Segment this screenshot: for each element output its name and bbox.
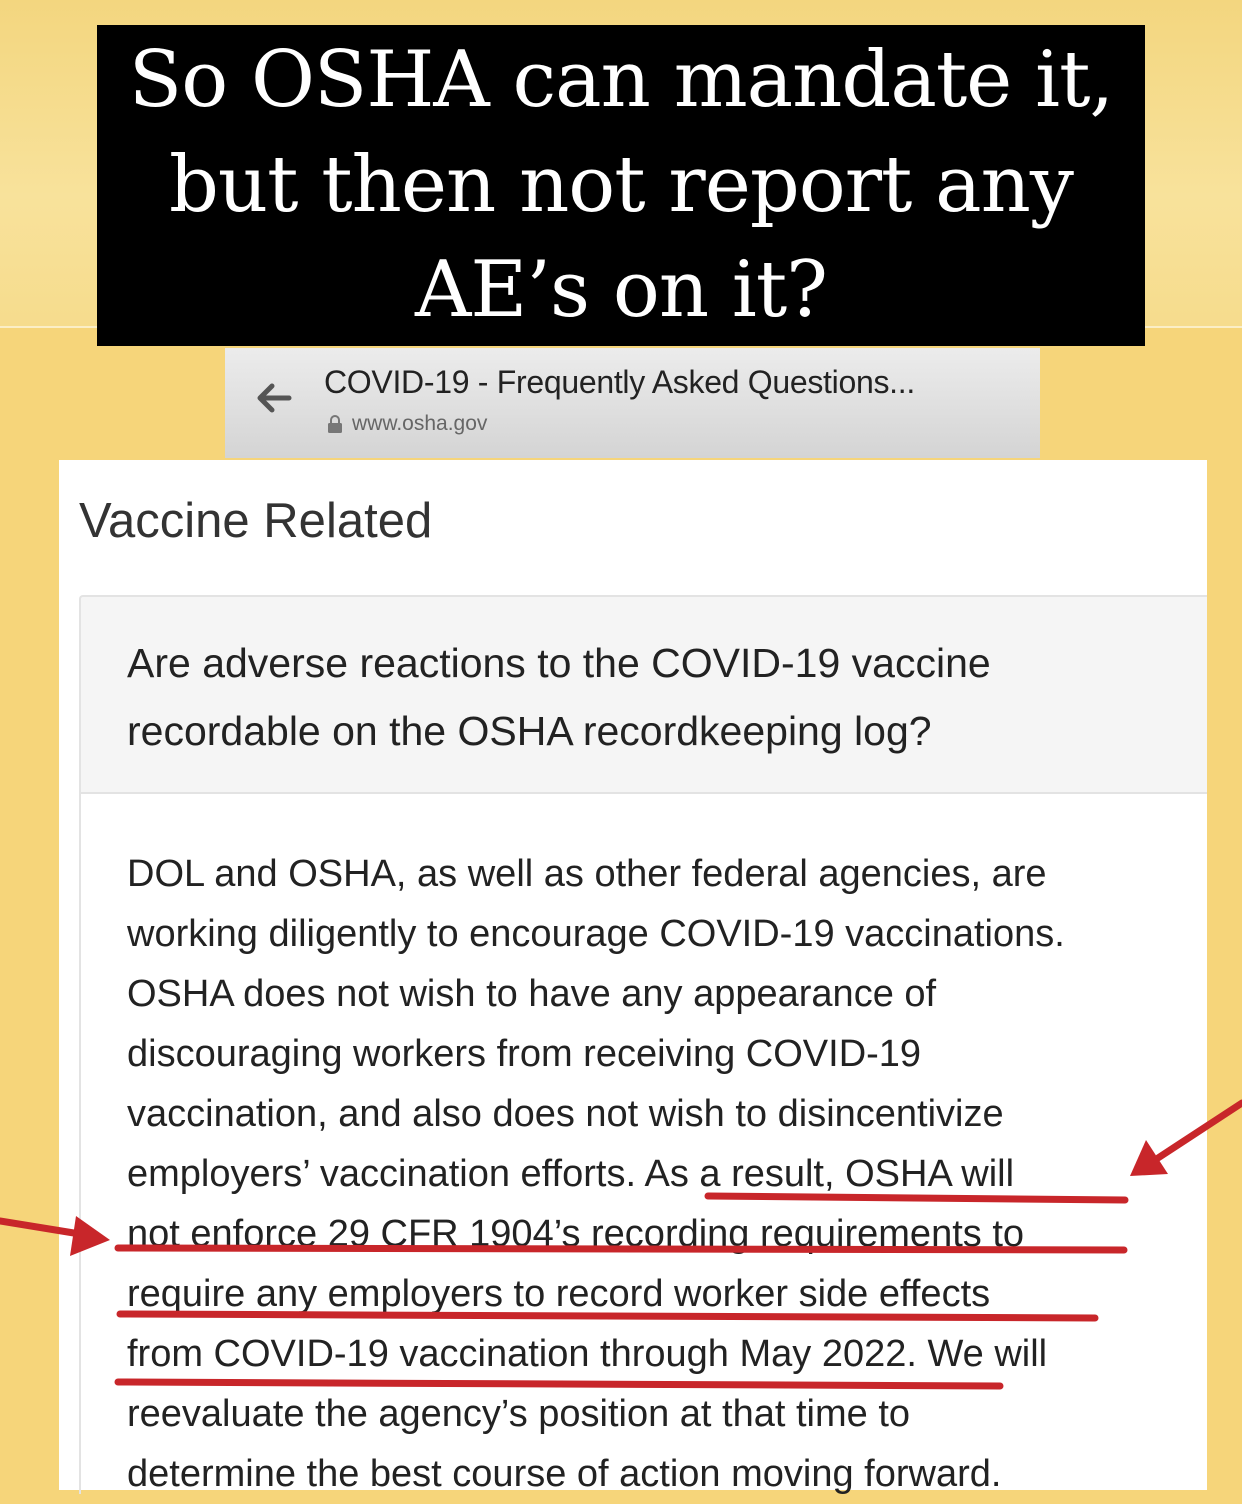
answer-line: from COVID-19 vaccination through May 2022. We will xyxy=(127,1333,1048,1375)
red-arrow-left-shaft xyxy=(1158,1103,1242,1158)
answer-line: not enforce 29 CFR 1904’s recording requirements to xyxy=(127,1213,1025,1255)
answer-line: OSHA does not wish to have any appearance of xyxy=(127,973,937,1015)
answer-line: DOL and OSHA, as well as other federal agencies, are xyxy=(127,853,1047,895)
section-title: Vaccine Related xyxy=(79,494,433,548)
underline-3 xyxy=(120,1314,1095,1318)
url-text: www.osha.gov xyxy=(352,412,488,435)
red-arrow-right-icon xyxy=(70,1216,110,1256)
answer-line: determine the best course of action moving forward. xyxy=(127,1453,1002,1495)
caption-line-2: but then not report any xyxy=(169,140,1073,230)
underline-4 xyxy=(118,1382,1000,1386)
faq-question-line: Are adverse reactions to the COVID-19 vaccine xyxy=(127,640,991,686)
underline-1 xyxy=(708,1196,1125,1200)
caption-line-3: AE’s on it? xyxy=(415,245,827,335)
caption-line-1: So OSHA can mandate it, xyxy=(128,35,1114,125)
answer-line: working diligently to encourage COVID-19 vaccinations. xyxy=(127,913,1065,955)
answer-line: vaccination, and also does not wish to disincentivize xyxy=(127,1093,1004,1135)
page-title: COVID-19 - Frequently Asked Questions... xyxy=(324,364,915,400)
answer-line: reevaluate the agency’s position at that time to xyxy=(127,1393,911,1435)
red-arrow-right-shaft xyxy=(0,1221,80,1234)
underline-2 xyxy=(118,1248,1124,1250)
faq-question-line: recordable on the OSHA recordkeeping log? xyxy=(127,708,932,754)
answer-line: discouraging workers from receiving COVID-19 xyxy=(127,1033,922,1075)
answer-line: employers’ vaccination efforts. As a result, OSHA will xyxy=(127,1153,1015,1195)
answer-line: require any employers to record worker side effects xyxy=(127,1273,991,1315)
